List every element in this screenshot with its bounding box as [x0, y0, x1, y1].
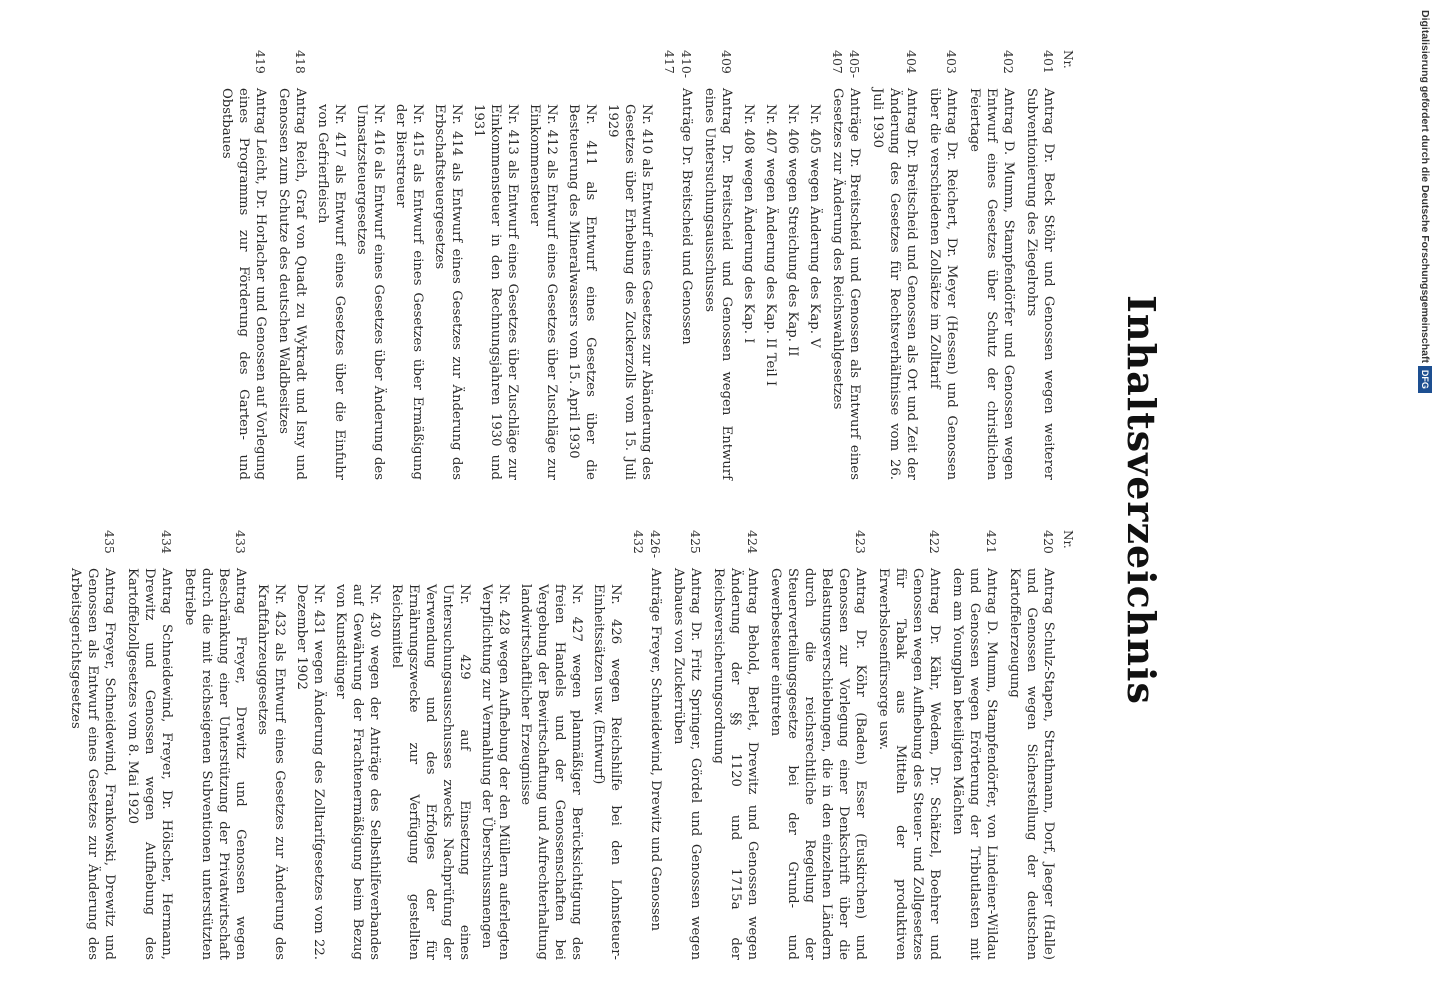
- sub-entry-text: Nr. 430 wegen der Anträge des Selbsthilfeverbandes auf Gewährung der Frachtenermäßigung beim Bezug von Kunstdünger: [333, 584, 382, 960]
- sub-entry-text: Nr. 406 wegen Streichung des Kap. II: [785, 104, 800, 357]
- sub-entry: [353, 50, 387, 480]
- toc-entry: [124, 530, 175, 960]
- right-column: [61, 530, 1076, 960]
- sub-entry: [293, 530, 327, 960]
- toc-entry: [701, 50, 735, 480]
- sub-entry-text: Nr. 427 wegen planmäßiger Berücksichtigung des freien Handels und der Genossenschaften bei Vergebung der Bewirtschaftung und Aufrechterhaltung landwirtschaftlicher Erzeugnisse: [518, 584, 584, 960]
- sub-entry-text: Nr. 412 als Entwurf eines Gesetzes über Zuschläge zur Einkommensteuer: [527, 104, 559, 480]
- page-inner: [68, 40, 1164, 960]
- sub-entry-text: Nr. 416 als Entwurf eines Gesetzes über Änderung des Umsatzsteuergesetzes: [354, 104, 386, 480]
- entry-text: Antrag Behold, Berlet, Drewitz und Genossen wegen Änderung der §§ 1120 und 1715a der Reichsversicherungsordnung: [711, 568, 760, 960]
- entry-number: 433: [233, 530, 248, 554]
- entry-number: 434: [159, 530, 174, 554]
- sub-entry-text: Nr. 431 wegen Änderung des Zolltarifgesetzes vom 22. Dezember 1902: [294, 584, 326, 960]
- toc-entry: [926, 50, 960, 480]
- entry-number: 426-432: [631, 530, 663, 559]
- sub-entry-text: Nr. 413 als Entwurf eines Gesetzes über Zuschläge zur Einkommensteuer in den Rechnungsjahren 1930 und 1931: [471, 104, 520, 480]
- dfg-badge: DFG: [1418, 366, 1432, 393]
- sub-entry: [762, 50, 779, 480]
- entry-number: 421: [984, 530, 999, 554]
- entry-number: 410-417: [662, 50, 694, 79]
- sub-entry-text: Nr. 417 als Entwurf eines Gesetzes über die Einfuhr von Gefrierfleisch: [315, 104, 347, 480]
- entry-text: Anträge Dr. Breitscheid und Genossen als Entwurf eines Gesetzes zur Änderung des Reichswahlgesetzes: [830, 88, 862, 480]
- toc-entry: [630, 530, 664, 960]
- sub-entry: [431, 50, 465, 480]
- entry-number: 425: [688, 530, 703, 554]
- entry-text: Antrag D. Mumm, Stampfendörfer, von Lindeiner-Wildau und Genossen wegen Erörterung der Tributlasten mit dem am Youngplan beteiligten Mächten: [950, 568, 999, 960]
- toc-entry: [1006, 530, 1057, 960]
- sub-entry-text: Nr. 429 auf Einsetzung eines Untersuchungsausschusses zwecks Nachprüfung der Verwendung und des Erfolges der für Ernährungszwecke zur Verfügung gestellten Reichsmittel: [389, 584, 472, 960]
- sub-entry: [392, 50, 426, 480]
- sub-entry-text: Nr. 410 als Entwurf eines Gesetzes zur Abänderung des Gesetzes über Erhebung des Zuckerzolls vom 15. Juli 1929: [605, 104, 654, 480]
- sub-entry: [388, 530, 473, 960]
- toc-entry: [661, 50, 695, 480]
- side-label-text: Digitalisierung gefördert durch die Deutsche Forschungsgemeinschaft: [1419, 10, 1431, 363]
- sub-entry: [526, 50, 560, 480]
- sub-entry: [604, 50, 655, 480]
- toc-entry: [1023, 50, 1057, 480]
- sub-entry: [565, 50, 599, 480]
- left-entry-list: [218, 50, 1057, 480]
- sub-entry: [254, 530, 288, 960]
- sub-entry-text: Nr. 411 als Entwurf eines Gesetzes über die Besteuerung des Mineralwassers vom 15. April 1930: [566, 104, 598, 480]
- entry-number: 404: [904, 50, 919, 74]
- sub-entry: [517, 530, 585, 960]
- toc-entry: [670, 530, 704, 960]
- entry-text: Antrag Dr. Reichert, Dr. Meyer (Hessen) und Genossen über die verschiedenen Zollsätze im Zolltarif: [927, 88, 959, 480]
- entry-number: 423: [853, 530, 868, 554]
- sub-entry-text: Nr. 407 wegen Änderung des Kap. II Teil I: [763, 104, 778, 387]
- entry-number: 402: [1001, 50, 1016, 74]
- sub-entry: [784, 50, 801, 480]
- sub-entry: [740, 50, 757, 480]
- entry-number: 422: [927, 530, 942, 554]
- entry-text: Antrag Dr. Beck Stöhr und Genossen wegen weiterer Subventionierung des Ziegelrohrs: [1024, 88, 1056, 480]
- sub-entry-text: Nr. 414 als Entwurf eines Gesetzes zur Änderung des Erbschaftsteuergesetzes: [432, 104, 464, 480]
- toc-entry: [181, 530, 249, 960]
- sub-entry-text: Nr. 415 als Entwurf eines Gesetzes über Ermäßigung der Bierstreuer: [393, 104, 425, 480]
- toc-entry: [829, 50, 863, 480]
- entry-text: Antrag Freyer, Drewitz und Genossen wegen Beschränkung einer Unterstützung der Privatwirtschaft durch die mit reichseigenen Subventionen unterstützten Betriebe: [182, 568, 248, 960]
- entry-text: Antrag Dr. Breitscheid und Genossen als Ort und Zeit der Änderung des Gesetzes für Rechtsverhältnisse vom 26. Juli 1930: [870, 88, 919, 480]
- nr-label-right: Nr.: [1061, 530, 1075, 549]
- entry-number: 419: [253, 50, 268, 74]
- toc-entry: [869, 50, 920, 480]
- page-title: Inhaltsverzeichnis: [1119, 295, 1164, 705]
- sub-entry-text: Nr. 426 wegen Reichshilfe bei den Lohnsteuer-Einheitssätzen usw. (Entwurf): [591, 584, 623, 960]
- right-entry-list: [67, 530, 1057, 960]
- left-column: [212, 50, 1076, 480]
- entry-number: 405-407: [830, 50, 862, 79]
- toc-entry: [875, 530, 943, 960]
- toc-entry: [966, 50, 1017, 480]
- document-page: [68, 40, 1164, 960]
- toc-entry: [767, 530, 869, 960]
- sub-entry-text: Nr. 408 wegen Änderung des Kap. I: [741, 104, 756, 344]
- entry-text: Antrag Dr. Kähr, Wedem, Dr. Schätzel, Boehrer und Genossen wegen Aufhebung des Steuer- und Zollgesetzes für Tabak aus Mitteln der produktiven Erwerbslosenfürsorge usw.: [876, 568, 942, 960]
- toc-entry: [218, 50, 269, 480]
- entry-text: Antrag D. Mumm, Stampfendörfer und Genossen wegen Entwurf eines Gesetzes über Schutz der christlichen Feiertage: [967, 88, 1016, 480]
- entry-text: Antrag Reich, Graf von Quadt zu Wykradt und Isny und Genossen zum Schutze des deutschen Waldbesitzes: [276, 88, 308, 480]
- entry-text: Antrag Dr. Köhr (Baden) Esser (Euskirchen) und Genossen zur Vorlegung einer Denkschrift über die Belastungsverschiebungen, die in den einzelnen Ländern durch die reichsrechtliche Regelung der Steuerverteilungsgesetze bei der Grund- und Gewerbesteuer eintreten: [768, 568, 868, 960]
- entry-text: Anträge Freyer, Schneidewind, Drewitz und Genossen: [648, 568, 663, 932]
- toc-entry: [67, 530, 118, 960]
- sub-entry: [332, 530, 383, 960]
- sub-entry: [478, 530, 512, 960]
- toc-entry: [710, 530, 761, 960]
- toc-entry: [949, 530, 1000, 960]
- sub-entry-text: Nr. 405 wegen Änderung des Kap. V: [807, 104, 822, 348]
- entry-number: 409: [719, 50, 734, 74]
- toc-entry: [275, 50, 309, 480]
- entry-text: Antrag Schulz-Stapen, Strathmann, Dorf, Jaeger (Halle) und Genossen wegen Sicherstellung der deutschen Kartoffelerzeugung: [1007, 568, 1056, 960]
- sub-entry: [470, 50, 521, 480]
- sub-entry: [314, 50, 348, 480]
- sub-entry-text: Nr. 428 wegen Aufhebung der den Müllern auferlegten Verpflichtung zur Vermahlung der Überschussmengen: [479, 584, 511, 960]
- sub-entry-text: Nr. 432 als Entwurf eines Gesetzes zur Änderung des Kraftfahrzeuggesetzes: [255, 584, 287, 960]
- nr-label: Nr.: [1061, 50, 1075, 69]
- sub-entry: [590, 530, 624, 960]
- entry-text: Anträge Dr. Breitscheid und Genossen: [679, 88, 694, 345]
- side-label: [1418, 10, 1432, 990]
- entry-text: Antrag Dr. Fritz Springer, Gördel und Genossen wegen Anbaues von Zuckerrüben: [671, 568, 703, 960]
- entry-number: 403: [944, 50, 959, 74]
- entry-text: Antrag Leicht, Dr. Horlacher und Genossen auf Vorlegung eines Programms zur Förderung des Garten- und Obstbaues: [219, 88, 268, 480]
- entry-number: 435: [102, 530, 117, 554]
- entry-number: 424: [745, 530, 760, 554]
- entry-number: 401: [1041, 50, 1056, 74]
- entry-text: Antrag Dr. Breitscheid und Genossen wegen Entwurf eines Untersuchungsausschusses: [702, 88, 734, 480]
- side-label-text-wrap: [1418, 10, 1432, 990]
- entry-text: Antrag Schneidewind, Freyer, Dr. Hölscher, Hermann, Drewitz und Genossen wegen Aufhebung des Kartoffelzollgesetzes vom 8. Mai 1920: [125, 568, 174, 960]
- entry-text: Antrag Freyer, Schneidewind, Frankowski, Drewitz und Genossen als Entwurf eines Gesetzes zur Änderung des Arbeitsgerichtsgesetzes: [68, 568, 117, 960]
- entry-number: 418: [293, 50, 308, 74]
- entry-number: 420: [1041, 530, 1056, 554]
- sub-entry: [806, 50, 823, 480]
